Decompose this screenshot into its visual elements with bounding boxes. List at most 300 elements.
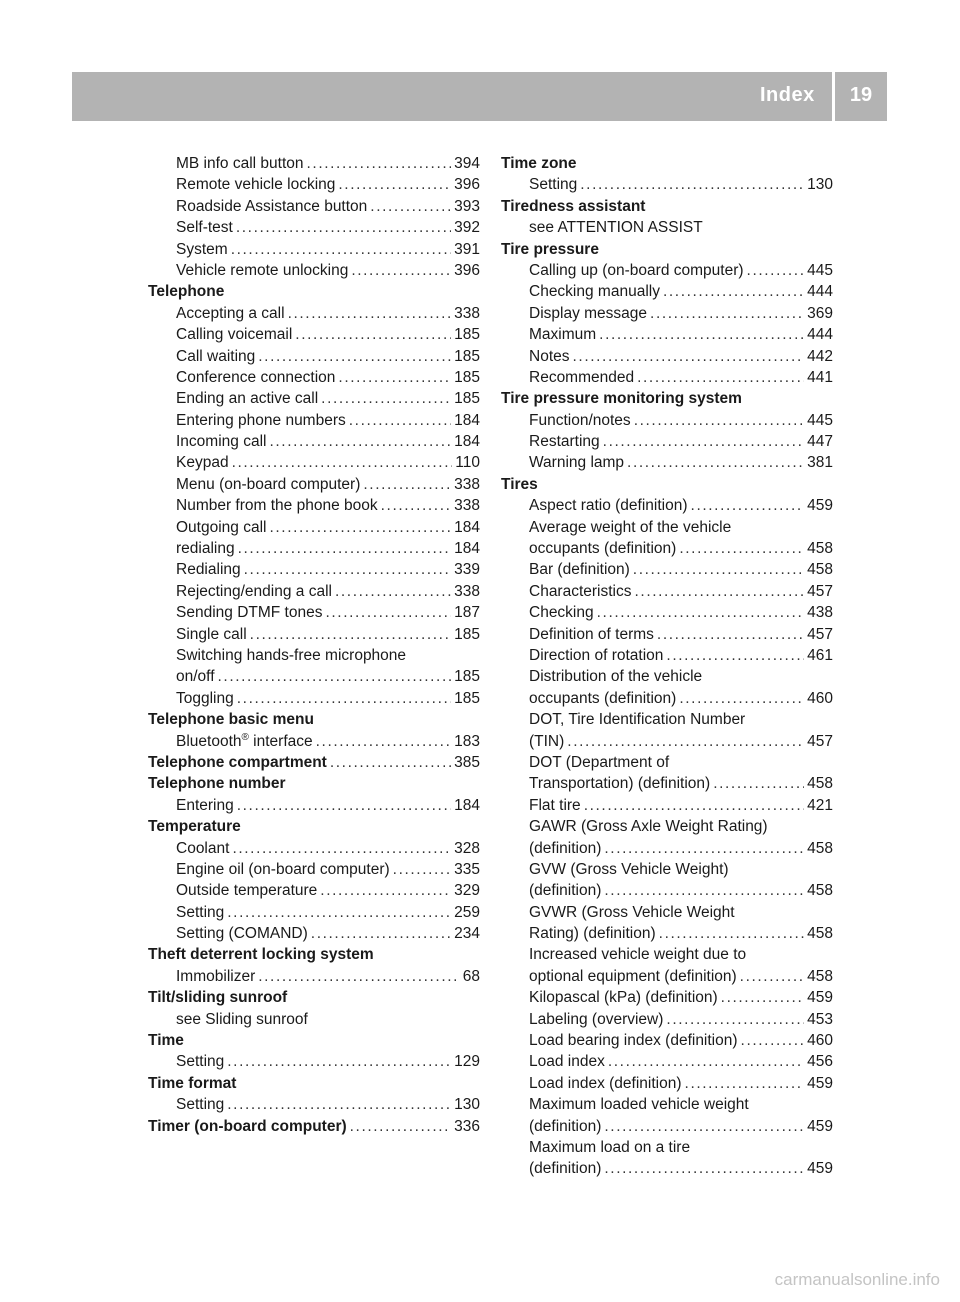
entry-text: Theft deterrent locking system <box>148 946 374 964</box>
dot-leader <box>604 1116 804 1137</box>
index-entry <box>148 153 480 174</box>
index-entry <box>501 902 833 923</box>
page-reference: 381 <box>807 454 833 472</box>
page-reference: 338 <box>454 582 480 600</box>
entry-text: Maximum loaded vehicle weight <box>529 1096 749 1114</box>
dot-leader <box>580 174 804 195</box>
page-reference: 184 <box>454 411 480 429</box>
page-reference: 459 <box>807 1117 833 1135</box>
page-reference: 393 <box>454 197 480 215</box>
index-entry <box>148 474 480 495</box>
entry-text: (definition) <box>529 839 602 857</box>
entry-text: see Sliding sunroof <box>176 1010 308 1028</box>
index-entry <box>148 559 480 580</box>
dot-leader <box>231 239 451 260</box>
page-reference: 444 <box>807 283 833 301</box>
page-reference: 185 <box>454 625 480 643</box>
page-reference: 458 <box>807 775 833 793</box>
dot-leader <box>666 1009 804 1030</box>
page-reference: 185 <box>454 368 480 386</box>
index-entry <box>501 773 833 794</box>
dot-leader <box>349 410 451 431</box>
index-heading <box>148 773 480 794</box>
entry-text: Accepting a call <box>176 304 285 322</box>
dot-leader <box>227 1051 451 1072</box>
page-reference: 184 <box>454 518 480 536</box>
index-entry <box>501 452 833 473</box>
entry-text-tail: interface <box>248 732 313 750</box>
index-entry <box>501 303 833 324</box>
dot-leader <box>363 474 451 495</box>
index-entry <box>501 645 833 666</box>
entry-text: Redialing <box>176 561 241 579</box>
page-reference: 445 <box>807 411 833 429</box>
dot-leader <box>218 666 452 687</box>
page-reference: 369 <box>807 304 833 322</box>
index-entry <box>148 517 480 538</box>
page-reference: 458 <box>807 540 833 558</box>
entry-text: Increased vehicle weight due to <box>529 946 747 964</box>
index-entry <box>148 859 480 880</box>
index-entry <box>148 346 480 367</box>
index-entry <box>148 624 480 645</box>
entry-text: Display message <box>529 304 648 322</box>
entry-text: Setting <box>176 1096 225 1114</box>
page-reference: 459 <box>807 1074 833 1092</box>
dot-leader <box>393 859 451 880</box>
dot-leader <box>258 346 451 367</box>
dot-leader <box>657 624 804 645</box>
entry-text: Calling voicemail <box>176 326 293 344</box>
index-column-left <box>148 153 480 1137</box>
index-column-right <box>501 153 833 1180</box>
entry-text: Vehicle remote unlocking <box>176 261 349 279</box>
page-reference: 458 <box>807 561 833 579</box>
entry-text: Setting <box>176 1053 225 1071</box>
dot-leader <box>370 196 451 217</box>
page-reference: 442 <box>807 347 833 365</box>
entry-text: Load index (definition) <box>529 1074 682 1092</box>
index-entry <box>501 174 833 195</box>
entry-text: Menu (on-board computer) <box>176 475 361 493</box>
dot-leader <box>237 688 451 709</box>
index-entry <box>501 281 833 302</box>
entry-text: Entering phone numbers <box>176 411 346 429</box>
dot-leader <box>232 838 451 859</box>
dot-leader <box>238 538 452 559</box>
entry-text: MB info call button <box>176 155 304 172</box>
index-entry <box>148 303 480 324</box>
dot-leader <box>597 602 805 623</box>
dot-leader <box>634 410 804 431</box>
page-reference: 339 <box>454 561 480 579</box>
dot-leader <box>599 324 804 345</box>
page-reference: 185 <box>454 668 480 686</box>
entry-text: Setting <box>176 903 225 921</box>
index-entry <box>501 966 833 987</box>
entry-text: Restarting <box>529 433 600 451</box>
entry-text: GAWR (Gross Axle Weight Rating) <box>529 818 768 836</box>
page-reference: 329 <box>454 882 480 900</box>
index-entry <box>148 324 480 345</box>
index-entry <box>501 324 833 345</box>
entry-text: Kilopascal (kPa) (definition) <box>529 989 718 1007</box>
page-reference: 438 <box>807 604 833 622</box>
index-entry <box>501 1009 833 1030</box>
entry-text: Telephone compartment <box>148 753 327 771</box>
dot-leader <box>258 966 460 987</box>
entry-text: Setting <box>529 176 578 194</box>
page-number: 19 <box>849 84 873 106</box>
registered-mark: ® <box>241 731 249 743</box>
dot-leader <box>584 795 804 816</box>
page-reference: 459 <box>807 1160 833 1178</box>
entry-text: Time <box>148 1032 184 1050</box>
index-entry <box>501 260 833 281</box>
page-reference: 457 <box>807 582 833 600</box>
entry-text: Switching hands-free microphone <box>176 646 407 664</box>
dot-leader <box>227 902 451 923</box>
dot-leader <box>573 346 805 367</box>
index-entry <box>501 1116 833 1137</box>
page-reference: 394 <box>454 155 480 172</box>
index-entry <box>148 196 480 217</box>
page-reference: 335 <box>454 860 480 878</box>
dot-leader <box>650 303 804 324</box>
index-entry <box>501 1158 833 1179</box>
entry-text: DOT, Tire Identification Number <box>529 711 746 729</box>
page-reference: 457 <box>807 732 833 750</box>
page-reference: 110 <box>455 454 480 472</box>
entry-text: Flat tire <box>529 796 581 814</box>
dot-leader <box>721 987 804 1008</box>
dot-leader <box>633 559 804 580</box>
dot-leader <box>567 731 804 752</box>
page-reference: 184 <box>454 433 480 451</box>
page-reference: 457 <box>807 625 833 643</box>
entry-text: redialing <box>176 540 235 558</box>
dot-leader <box>316 731 451 752</box>
entry-text: Recommended <box>529 368 635 386</box>
page-title: Index <box>760 84 815 106</box>
page-reference: 185 <box>454 347 480 365</box>
watermark: carmanualsonline.info <box>774 1270 940 1289</box>
index-entry <box>501 1137 833 1158</box>
index-entry <box>501 731 833 752</box>
entry-text: on/off <box>176 668 215 686</box>
entry-text: Direction of rotation <box>529 646 664 664</box>
entry-text: Function/notes <box>529 411 631 429</box>
index-entry <box>501 602 833 623</box>
index-entry <box>501 795 833 816</box>
entry-text: Temperature <box>148 818 241 836</box>
dot-leader <box>627 452 804 473</box>
index-entry <box>148 645 480 666</box>
dot-leader <box>307 153 452 174</box>
page-reference: 458 <box>807 925 833 943</box>
entry-text: Calling up (on-board computer) <box>529 261 744 279</box>
index-entry <box>501 923 833 944</box>
index-entry <box>501 666 833 687</box>
page-reference: 184 <box>454 540 480 558</box>
index-heading <box>148 816 480 837</box>
index-entry <box>148 688 480 709</box>
index-entry <box>148 966 480 987</box>
index-entry <box>148 495 480 516</box>
entry-text: Tiredness assistant <box>501 197 646 215</box>
dot-leader <box>604 838 804 859</box>
dot-leader <box>295 324 451 345</box>
index-entry <box>148 388 480 409</box>
entry-text: Call waiting <box>176 347 256 365</box>
dot-leader <box>659 923 804 944</box>
page-reference: 129 <box>454 1053 480 1071</box>
entry-text: (definition) <box>529 1160 602 1178</box>
entry-text: Definition of terms <box>529 625 654 643</box>
dot-leader <box>335 581 451 602</box>
index-entry <box>501 1051 833 1072</box>
index-entry <box>148 880 480 901</box>
index-entry <box>148 902 480 923</box>
entry-text: see ATTENTION ASSIST <box>529 219 703 237</box>
entry-text: System <box>176 240 228 258</box>
dot-leader <box>604 1158 804 1179</box>
entry-text: Telephone number <box>148 775 286 793</box>
entry-text: DOT (Department of <box>529 753 670 771</box>
index-entry <box>148 1094 480 1115</box>
index-heading <box>148 281 480 302</box>
entry-text: Rejecting/ending a call <box>176 582 332 600</box>
dot-leader <box>325 602 451 623</box>
index-entry <box>501 1073 833 1094</box>
page-reference: 460 <box>807 689 833 707</box>
dot-leader <box>679 538 804 559</box>
index-heading <box>148 1116 480 1137</box>
page-reference: 391 <box>454 240 480 258</box>
dot-leader <box>321 388 451 409</box>
page-reference: 185 <box>454 326 480 344</box>
dot-leader <box>685 1073 805 1094</box>
entry-text: Remote vehicle locking <box>176 176 336 194</box>
page-reference: 185 <box>454 390 480 408</box>
dot-leader <box>250 624 451 645</box>
index-entry <box>501 431 833 452</box>
index-entry <box>501 880 833 901</box>
entry-text: Tilt/sliding sunroof <box>148 989 288 1007</box>
entry-text: occupants (definition) <box>529 689 677 707</box>
dot-leader <box>741 1030 805 1051</box>
page-reference: 459 <box>807 989 833 1007</box>
entry-text: Entering <box>176 796 234 814</box>
entry-text: Bluetooth® interface <box>176 731 313 750</box>
entry-text: Keypad <box>176 454 229 472</box>
page-reference: 461 <box>807 646 833 664</box>
index-entry <box>501 517 833 538</box>
entry-text: Sending DTMF tones <box>176 604 323 622</box>
dot-leader <box>666 645 804 666</box>
entry-text: Maximum load on a tire <box>529 1138 691 1156</box>
dot-leader <box>603 431 804 452</box>
page-reference: 183 <box>454 732 480 750</box>
index-entry <box>148 260 480 281</box>
entry-text: Time format <box>148 1074 237 1092</box>
page-reference: 68 <box>462 967 480 985</box>
page-reference: 456 <box>807 1053 833 1071</box>
index-heading <box>148 1030 480 1051</box>
page-reference: 459 <box>807 497 833 515</box>
page-reference: 385 <box>454 753 480 771</box>
page-reference: 445 <box>807 261 833 279</box>
index-entry <box>501 816 833 837</box>
index-heading <box>501 196 833 217</box>
dot-leader <box>338 174 451 195</box>
index-entry <box>501 1094 833 1115</box>
index-entry <box>148 581 480 602</box>
entry-text: Self-test <box>176 219 233 237</box>
index-entry <box>148 174 480 195</box>
page-reference: 338 <box>454 497 480 515</box>
index-entry <box>501 859 833 880</box>
dot-leader <box>330 752 451 773</box>
entry-text: Conference connection <box>176 368 336 386</box>
index-heading <box>148 1073 480 1094</box>
page-reference: 185 <box>454 689 480 707</box>
index-entry <box>148 239 480 260</box>
index-entry <box>148 923 480 944</box>
entry-text: Engine oil (on-board computer) <box>176 860 390 878</box>
dot-leader <box>236 217 451 238</box>
page-reference: 328 <box>454 839 480 857</box>
index-entry <box>148 538 480 559</box>
index-entry <box>501 559 833 580</box>
dot-leader <box>637 367 804 388</box>
dot-leader <box>227 1094 451 1115</box>
page-reference: 130 <box>807 176 833 194</box>
dot-leader <box>663 281 804 302</box>
index-entry <box>148 666 480 687</box>
index-heading <box>148 944 480 965</box>
entry-text: Warning lamp <box>529 454 625 472</box>
entry-text: Setting (COMAND) <box>176 925 308 943</box>
dot-leader <box>635 581 805 602</box>
entry-text: optional equipment (definition) <box>529 967 737 985</box>
page-reference: 130 <box>454 1096 480 1114</box>
dot-leader <box>604 880 804 901</box>
index-entry <box>148 731 480 752</box>
entry-text: Immobilizer <box>176 967 256 985</box>
entry-text: Outgoing call <box>176 518 267 536</box>
entry-text: Timer (on-board computer) <box>148 1117 347 1135</box>
dot-leader <box>608 1051 804 1072</box>
dot-leader <box>350 1116 451 1137</box>
index-entry <box>148 602 480 623</box>
page-reference: 396 <box>454 261 480 279</box>
dot-leader <box>747 260 805 281</box>
dot-leader <box>351 260 451 281</box>
index-entry <box>148 431 480 452</box>
index-entry <box>148 1009 480 1030</box>
page-reference: 338 <box>454 304 480 322</box>
dot-leader <box>691 495 805 516</box>
entry-text: Single call <box>176 625 247 643</box>
index-entry <box>501 581 833 602</box>
page-reference: 458 <box>807 882 833 900</box>
entry-text: Bar (definition) <box>529 561 630 579</box>
index-entry <box>501 217 833 238</box>
index-entry <box>501 987 833 1008</box>
index-entry <box>148 367 480 388</box>
entry-text: Tires <box>501 475 538 493</box>
index-heading <box>148 709 480 730</box>
entry-text: Maximum <box>529 326 597 344</box>
index-entry <box>148 452 480 473</box>
entry-text: Toggling <box>176 689 234 707</box>
page-reference: 184 <box>454 796 480 814</box>
dot-leader <box>338 367 451 388</box>
entry-text: Transportation) (definition) <box>529 775 711 793</box>
index-entry <box>501 367 833 388</box>
dot-leader <box>311 923 451 944</box>
page-reference: 458 <box>807 967 833 985</box>
page-reference: 447 <box>807 433 833 451</box>
index-entry <box>501 1030 833 1051</box>
page-reference: 453 <box>807 1010 833 1028</box>
index-entry <box>148 410 480 431</box>
index-entry <box>501 495 833 516</box>
entry-text: Ending an active call <box>176 390 319 408</box>
entry-text: Aspect ratio (definition) <box>529 497 688 515</box>
dot-leader <box>237 795 451 816</box>
index-heading <box>148 752 480 773</box>
index-entry <box>148 838 480 859</box>
entry-text: Load bearing index (definition) <box>529 1032 738 1050</box>
dot-leader <box>381 495 452 516</box>
index-entry <box>501 538 833 559</box>
page-reference: 441 <box>807 368 833 386</box>
index-entry <box>501 410 833 431</box>
dot-leader <box>740 966 804 987</box>
page-reference: 187 <box>454 604 480 622</box>
page-reference: 421 <box>807 796 833 814</box>
index-heading <box>501 153 833 174</box>
dot-leader <box>288 303 452 324</box>
page-reference: 336 <box>454 1117 480 1135</box>
entry-text: Telephone <box>148 283 225 301</box>
index-entry <box>501 752 833 773</box>
entry-text: Outside temperature <box>176 882 318 900</box>
dot-leader <box>679 688 804 709</box>
index-entry <box>148 1051 480 1072</box>
index-entry <box>148 217 480 238</box>
entry-text: GVW (Gross Vehicle Weight) <box>529 860 729 878</box>
index-entry <box>501 838 833 859</box>
entry-text: Distribution of the vehicle <box>529 668 703 686</box>
entry-text: (TIN) <box>529 732 565 750</box>
entry-text: (definition) <box>529 1117 602 1135</box>
page-reference: 396 <box>454 176 480 194</box>
page-reference: 259 <box>454 903 480 921</box>
entry-text: (definition) <box>529 882 602 900</box>
entry-text: Telephone basic menu <box>148 711 314 729</box>
entry-text: GVWR (Gross Vehicle Weight <box>529 903 735 921</box>
index-entry <box>501 709 833 730</box>
entry-text: Notes <box>529 347 570 365</box>
dot-leader <box>244 559 451 580</box>
index-entry <box>501 624 833 645</box>
entry-text: Load index <box>529 1053 605 1071</box>
entry-text: Incoming call <box>176 433 267 451</box>
index-heading <box>501 474 833 495</box>
